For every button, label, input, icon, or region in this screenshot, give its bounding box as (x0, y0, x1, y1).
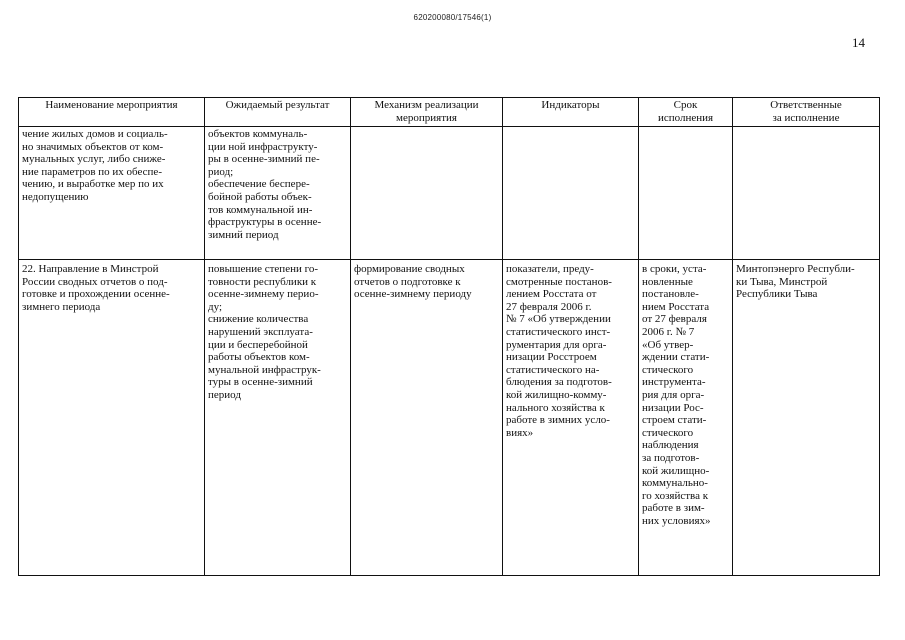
cell-text-line: период (208, 388, 241, 401)
column-header-mechanism: Механизм реализации мероприятия (351, 98, 503, 127)
page-number: 14 (852, 35, 865, 50)
cell-text-line: повышение степени го- (208, 263, 318, 275)
cell-text-line: осенне-зимнему периоду (354, 288, 472, 301)
cell-text-line: работе в зимних усло- (506, 414, 610, 427)
cell-text-line: смотренные постанов- (506, 275, 612, 288)
cell-text-line: «Об утвер- (642, 338, 694, 351)
column-header-name: Наименование мероприятия (19, 98, 205, 127)
cell-text-line: ду; (208, 300, 223, 313)
cell-text-line: коммунально- (642, 477, 708, 490)
table-row (19, 127, 880, 260)
cell-text-line: объектов коммуналь- (208, 128, 308, 140)
cell-text-line: чение жилых домов и социаль- (22, 128, 168, 140)
cell-deadline (639, 260, 733, 576)
cell-text-line: новленные (642, 275, 693, 288)
cell-text-line: товности республики к (208, 275, 317, 288)
cell-text-line: ние параметров по их обеспе- (22, 165, 162, 178)
cell-text-line: России сводных отчетов о под- (22, 275, 168, 288)
cell-text-line: отчетов о подготовке к (354, 275, 461, 288)
cell-text-line: постановле- (642, 288, 699, 301)
cell-text-line: нарушений эксплуата- (208, 325, 313, 338)
cell-text-line: низации Рос- (642, 401, 704, 414)
cell-text-line: № 7 «Об утверждении (506, 313, 611, 326)
cell-text-line: мунальных услуг, либо сниже- (22, 153, 166, 166)
cell-text-line: инструмента- (642, 376, 706, 389)
cell-text-line: формирование сводных (354, 263, 465, 275)
cell-text-line: туры в осенне-зимний (208, 376, 313, 389)
cell-text-line: кой жилищно- (642, 464, 710, 477)
cell-text-line: блюдения за подготов- (506, 376, 612, 389)
cell-text-line: мунальной инфраструк- (208, 363, 321, 376)
cell-text-line: показатели, преду- (506, 263, 594, 275)
cell-text-line: ки Тыва, Минстрой (736, 275, 828, 288)
cell-text-line: снижение количества (208, 313, 309, 326)
cell-indicators (503, 260, 639, 576)
cell-mechanism (351, 260, 503, 576)
cell-text-line: рументария для орга- (506, 338, 607, 351)
cell-text-line: ры в осенне-зимний пе- (208, 153, 320, 166)
table-header-row (19, 98, 880, 127)
cell-text-line: виях» (506, 426, 534, 439)
cell-text-line: тов коммунальной ин- (208, 203, 313, 216)
cell-text-line: готовке и прохождении осенне- (22, 288, 170, 301)
cell-text-line: работы объектов ком- (208, 351, 310, 364)
cell-responsible (733, 127, 880, 260)
cell-text-line: Республики Тыва (736, 288, 818, 301)
cell-text-line: за подготов- (642, 451, 700, 464)
measures-table (18, 97, 880, 576)
cell-text-line: лением Росстата от (506, 288, 597, 301)
cell-text-line: ции и бесперебойной (208, 338, 308, 351)
cell-text-line: статистического на- (506, 363, 600, 376)
cell-text-line: бойной работы объек- (208, 190, 312, 203)
cell-responsible (733, 260, 880, 576)
cell-mechanism (351, 127, 503, 260)
cell-text-line: недопущению (22, 190, 89, 203)
cell-text-line: в сроки, уста- (642, 263, 707, 275)
cell-text-line: зимнего периода (22, 300, 101, 313)
cell-text-line: ции ной инфраструкту- (208, 140, 318, 153)
cell-name (19, 127, 205, 260)
cell-text-line: зимний период (208, 228, 279, 241)
cell-text-line: чению, и выработке мер по их (22, 178, 164, 191)
cell-expected-result (205, 127, 351, 260)
cell-text-line: работе в зим- (642, 502, 705, 515)
cell-text-line: стического (642, 426, 694, 439)
cell-text-line: риод; (208, 165, 234, 178)
cell-text-line: строем стати- (642, 414, 707, 427)
cell-text-line: 2006 г. № 7 (642, 325, 695, 338)
cell-name (19, 260, 205, 576)
cell-text-line: стического (642, 363, 694, 376)
cell-text-line: ждении стати- (642, 351, 710, 364)
cell-text-line: рия для орга- (642, 388, 705, 401)
cell-text-line: кой жилищно-комму- (506, 388, 607, 401)
column-header-responsible: Ответственные за исполнение (733, 98, 880, 127)
cell-text-line: нием Росстата (642, 300, 710, 313)
cell-text-line: но значимых объектов от ком- (22, 140, 164, 153)
document-id: 620200080/17546(1) (413, 13, 492, 22)
cell-text-line: них условиях» (642, 514, 711, 527)
cell-text-line: обеспечение беспере- (208, 178, 310, 191)
cell-text-line: 22. Направление в Минстрой (22, 263, 159, 275)
cell-text-line: низации Росстроем (506, 351, 597, 364)
cell-text-line: наблюдения (642, 439, 699, 452)
cell-text-line: нального хозяйства к (506, 401, 605, 414)
column-header-indicators: Индикаторы (503, 98, 639, 127)
cell-text-line: статистического инст- (506, 325, 611, 338)
cell-text-line: фраструктуры в осенне- (208, 216, 322, 229)
column-header-expected-result: Ожидаемый результат (205, 98, 351, 127)
column-header-deadline: Срок исполнения (639, 98, 733, 127)
cell-text-line: го хозяйства к (642, 489, 709, 502)
cell-text-line: от 27 февраля (642, 313, 707, 326)
cell-text-line: осенне-зимнему перио- (208, 288, 319, 301)
cell-expected-result (205, 260, 351, 576)
table-row (19, 260, 880, 576)
cell-text-line: Минтопэнерго Республи- (736, 263, 855, 275)
cell-indicators (503, 127, 639, 260)
cell-deadline (639, 127, 733, 260)
cell-text-line: 27 февраля 2006 г. (506, 300, 592, 313)
